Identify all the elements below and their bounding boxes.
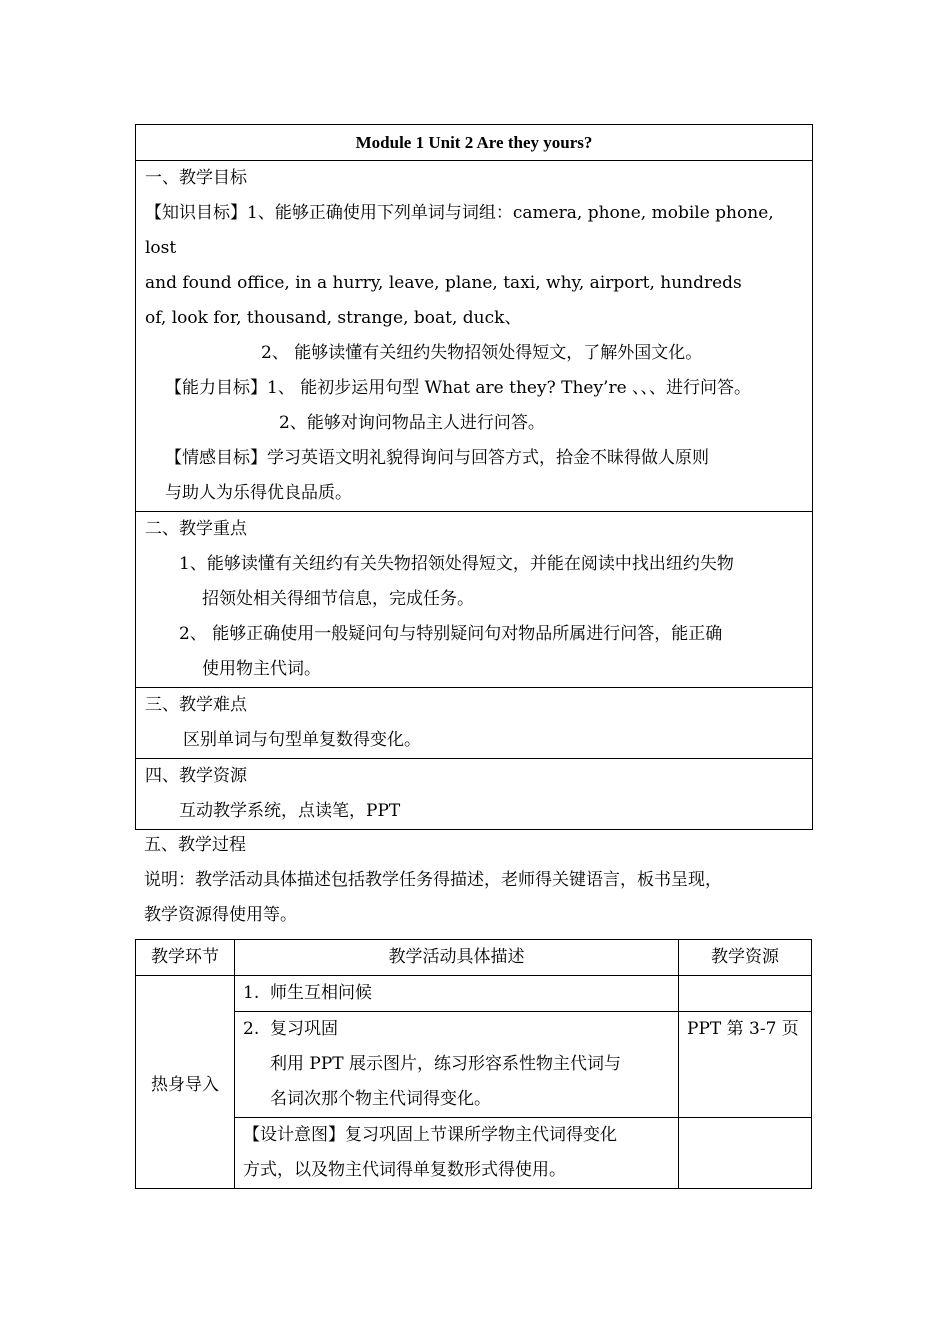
key-point-line: 1、能够读懂有关纽约有关失物招领处得短文，并能在阅读中找出纽约失物 xyxy=(179,554,734,574)
emotion-goal-line: 与助人为乐得优良品质。 xyxy=(165,483,352,503)
lesson-plan-table xyxy=(135,124,813,830)
header-activity: 教学活动具体描述 xyxy=(235,940,679,976)
activity-cell xyxy=(235,976,679,1012)
knowledge-goal-line: 【知识目标】1、能够正确使用下列单词与词组：camera, phone, mobile phone, xyxy=(145,203,774,223)
design-intent-line: 方式，以及物主代词得单复数形式得使用。 xyxy=(243,1160,566,1180)
section-heading: 四、教学资源 xyxy=(145,766,247,786)
stage-cell: 热身导入 xyxy=(136,976,235,1189)
resource-cell xyxy=(679,1118,812,1189)
difficulty-line: 区别单词与句型单复数得变化。 xyxy=(183,730,421,750)
process-note-line: 说明：教学活动具体描述包括教学任务得描述，老师得关键语言，板书呈现， xyxy=(144,870,722,890)
resource-line: 互动教学系统，点读笔，PPT xyxy=(179,801,401,821)
activity-text: 师生互相问候 xyxy=(270,983,373,1003)
process-section xyxy=(144,828,722,933)
key-point-line: 2、 能够正确使用一般疑问句与特别疑问句对物品所属进行问答，能正确 xyxy=(179,624,723,644)
objectives-section xyxy=(136,160,812,511)
item-number: 2. xyxy=(243,1019,260,1039)
activity-cell xyxy=(235,1118,679,1189)
activity-detail-line: 利用 PPT 展示图片，练习形容系性物主代词与 xyxy=(270,1054,622,1074)
table-row xyxy=(136,1012,812,1118)
title-row xyxy=(136,125,812,160)
header-row xyxy=(136,940,812,976)
table-row xyxy=(136,976,812,1012)
resource-cell xyxy=(679,976,812,1012)
difficulties-section xyxy=(136,687,812,758)
section-heading: 三、教学难点 xyxy=(145,695,247,715)
table-row xyxy=(136,1118,812,1189)
knowledge-goal-line: 2、 能够读懂有关纽约失物招领处得短文，了解外国文化。 xyxy=(261,343,703,363)
design-intent-line: 【设计意图】复习巩固上节课所学物主代词得变化 xyxy=(243,1125,617,1145)
section-heading: 五、教学过程 xyxy=(144,835,246,855)
section-heading: 二、教学重点 xyxy=(145,519,247,539)
header-resource: 教学资源 xyxy=(679,940,812,976)
section-heading: 一、教学目标 xyxy=(145,168,247,188)
activity-detail-line: 名词次那个物主代词得变化。 xyxy=(270,1089,491,1109)
resource-cell xyxy=(679,1012,812,1118)
process-table xyxy=(135,939,812,1189)
knowledge-goal-line: and found office, in a hurry, leave, plane, taxi, why, airport, hundreds xyxy=(145,273,742,293)
knowledge-goal-line: of, look for, thousand, strange, boat, duck、 xyxy=(145,308,522,328)
knowledge-goal-line: lost xyxy=(145,238,177,258)
key-point-line: 使用物主代词。 xyxy=(202,659,321,679)
resource-text: PPT 第 3-7 页 xyxy=(687,1019,799,1039)
key-point-line: 招领处相关得细节信息，完成任务。 xyxy=(202,589,474,609)
activity-cell xyxy=(235,1012,679,1118)
key-points-section xyxy=(136,511,812,687)
ability-goal-line: 2、能够对询问物品主人进行问答。 xyxy=(279,413,545,433)
resources-section xyxy=(136,758,812,829)
header-stage: 教学环节 xyxy=(136,940,235,976)
ability-goal-line: 【能力目标】1、 能初步运用句型 What are they? They’re 、、、进行问答。 xyxy=(165,378,752,398)
item-number: 1. xyxy=(243,983,260,1003)
process-note-line: 教学资源得使用等。 xyxy=(144,905,297,925)
activity-text: 复习巩固 xyxy=(270,1019,339,1039)
emotion-goal-line: 【情感目标】学习英语文明礼貌得询问与回答方式，拾金不昧得做人原则 xyxy=(165,448,709,468)
lesson-title: Module 1 Unit 2 Are they yours? xyxy=(355,133,593,152)
